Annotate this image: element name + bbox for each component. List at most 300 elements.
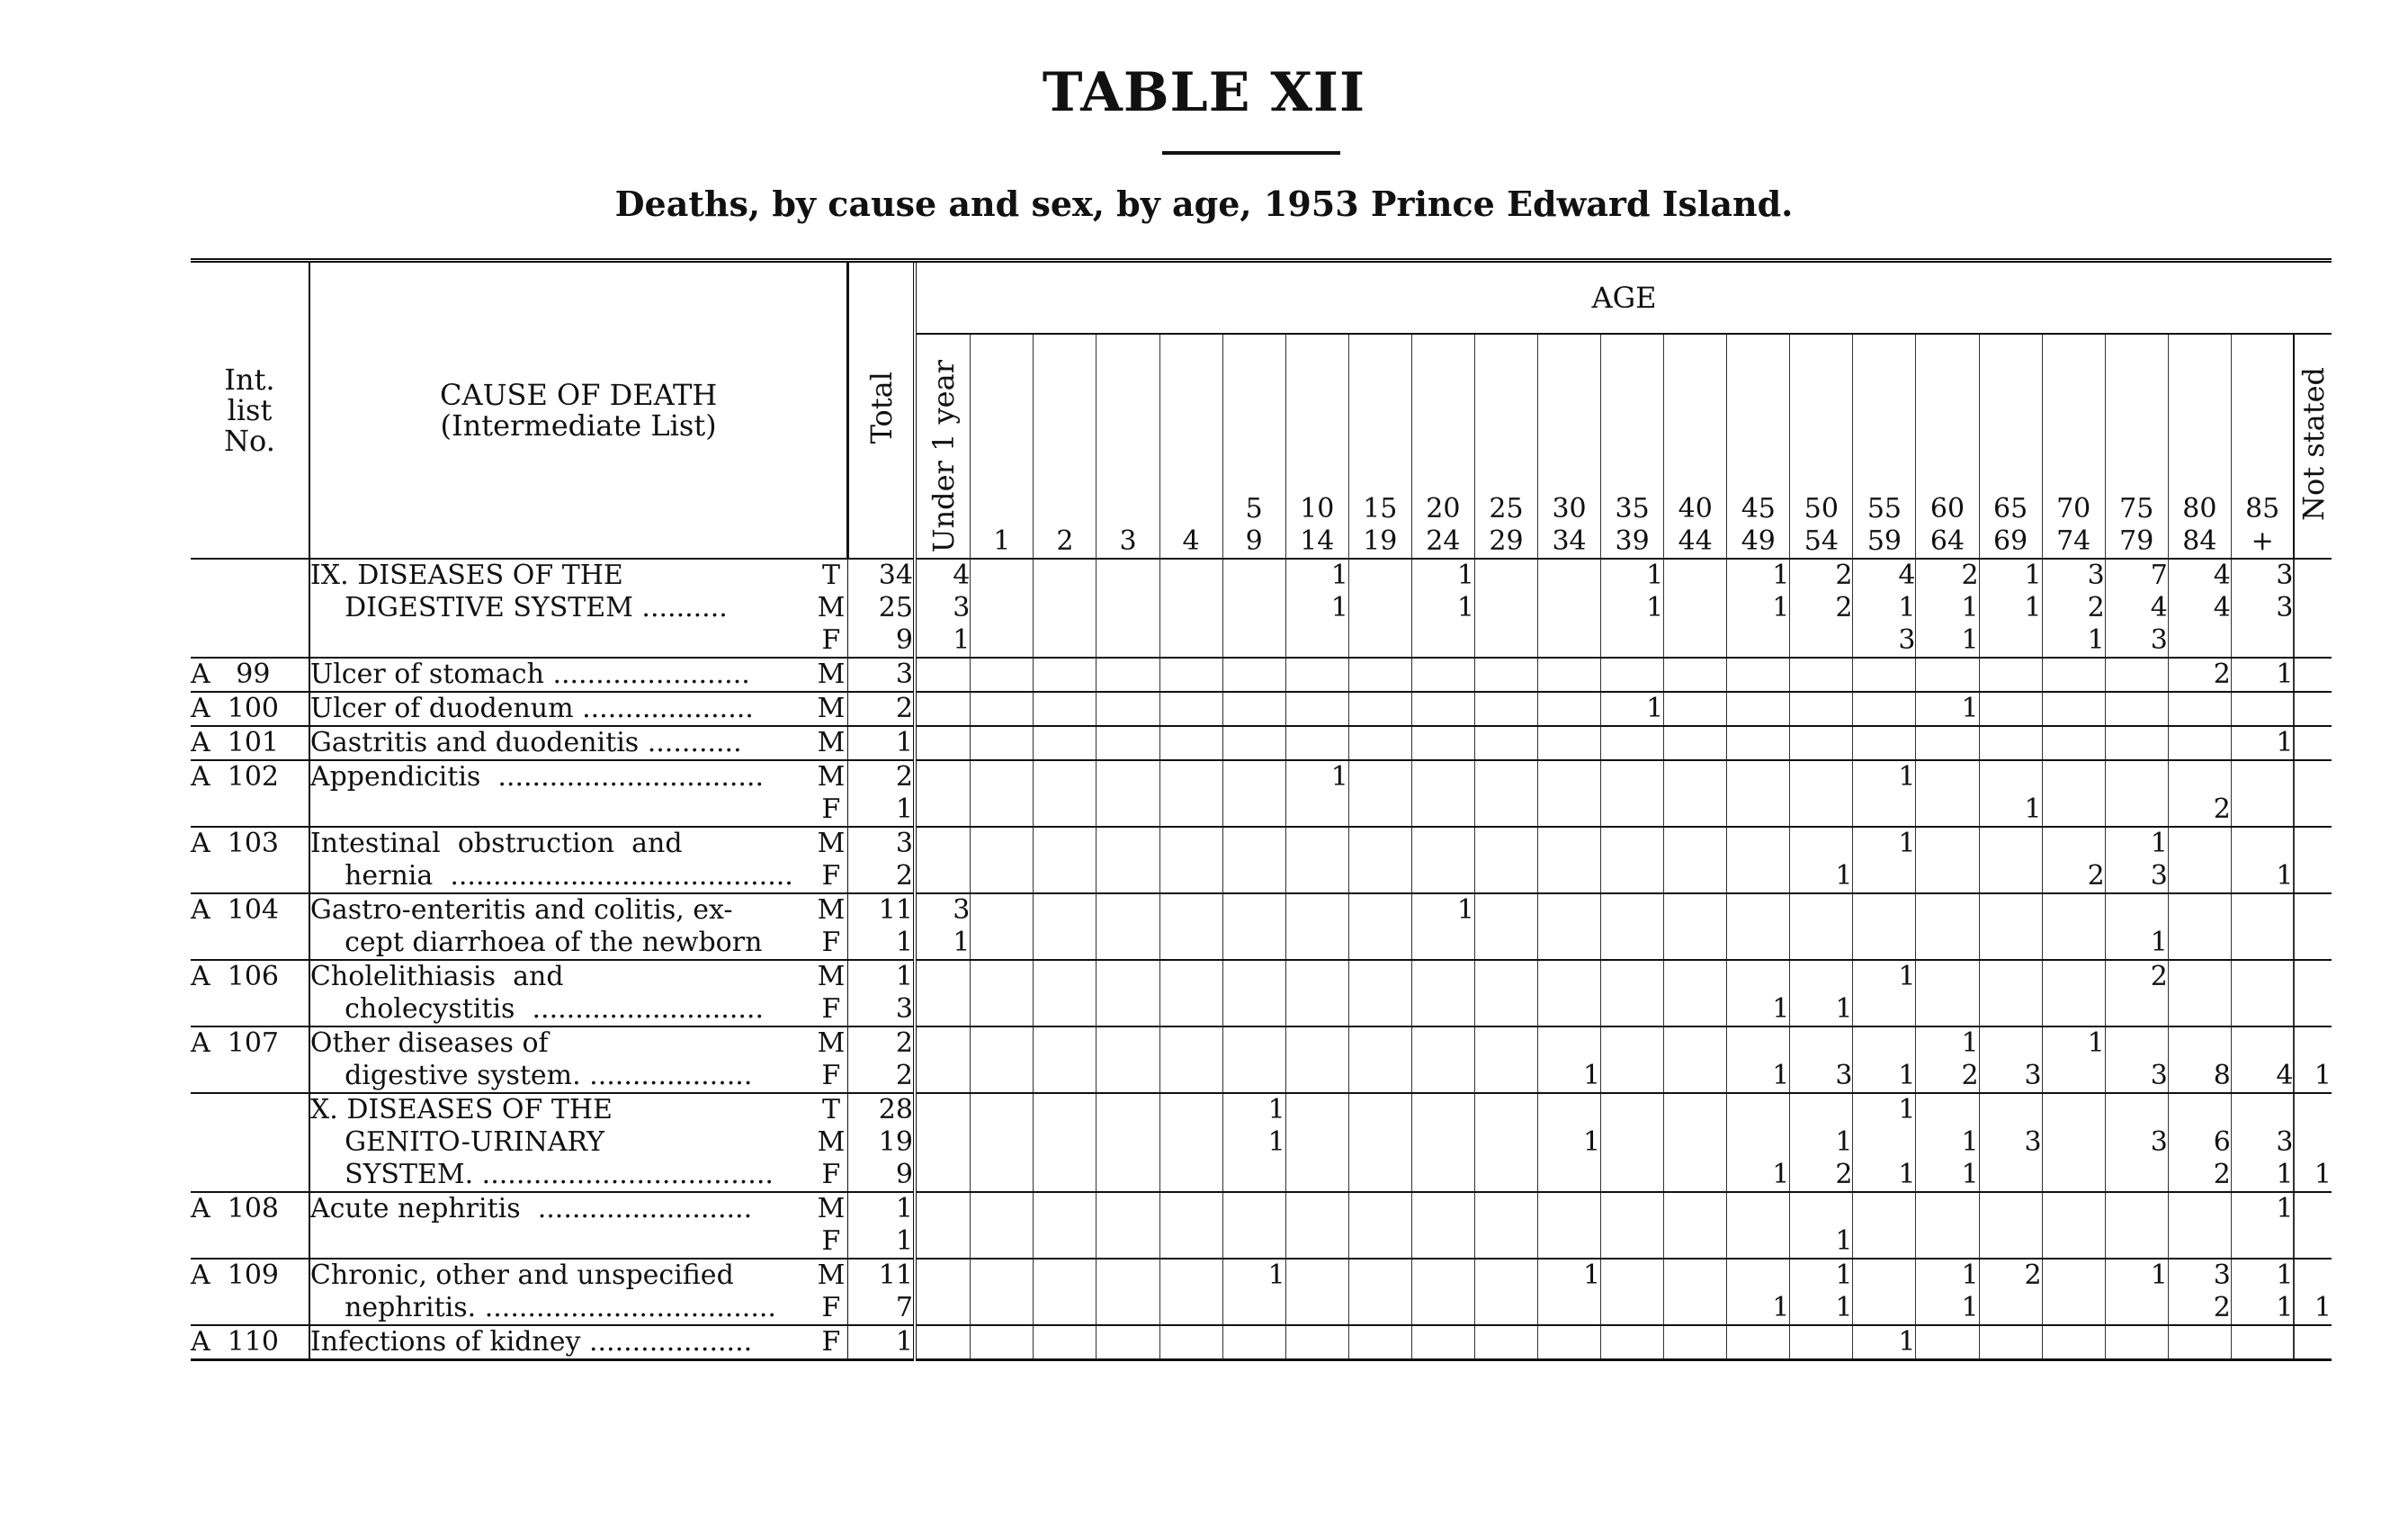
age-value: 1 (1979, 559, 2042, 592)
age-value (1853, 1292, 1916, 1325)
cause-of-death: SYSTEM. .................................. (309, 1159, 815, 1192)
age-value (1790, 960, 1853, 993)
int-list-no: A 100 (191, 692, 309, 726)
age-value: 1 (2231, 1259, 2294, 1292)
age-value: 2 (2105, 960, 2168, 993)
age-value (1538, 893, 1601, 927)
age-value (1538, 1292, 1601, 1325)
age-value (1159, 559, 1222, 592)
sex-code: F (815, 860, 848, 893)
sex-code: M (817, 1027, 846, 1059)
age-value (915, 1126, 971, 1159)
age-value (1979, 1093, 2042, 1126)
age-value (2042, 1192, 2105, 1225)
total-value: 19 (848, 1126, 915, 1159)
age-value (1348, 559, 1411, 592)
age-value: 1 (1790, 993, 1853, 1026)
cause-of-death: Other diseases of (309, 1026, 815, 1060)
age-value (2231, 1026, 2294, 1060)
age-value (1285, 1325, 1348, 1360)
age-value (1034, 1259, 1097, 1292)
age-value (1159, 624, 1222, 658)
age-value (1097, 1192, 1159, 1225)
int-list-no: A 103 (191, 828, 279, 859)
age-value: 1 (1411, 559, 1474, 592)
age-value (2168, 993, 2231, 1026)
age-value (1474, 1060, 1537, 1093)
age-value (1664, 1325, 1727, 1360)
int-list-no: A 101 (191, 726, 309, 760)
age-value (1727, 860, 1790, 893)
age-value (971, 1159, 1034, 1192)
age-value (1348, 592, 1411, 624)
age-value (1474, 960, 1537, 993)
table-row (191, 559, 2332, 592)
age-value: 1 (915, 624, 971, 658)
total-value: 1 (848, 960, 915, 993)
age-value (1601, 1225, 1664, 1259)
age-value: 4 (2105, 592, 2168, 624)
age-group-from: 40 (1678, 493, 1713, 524)
age-value: 1 (1916, 1026, 1979, 1060)
age-value (2105, 793, 2168, 827)
age-value (915, 1192, 971, 1225)
age-value: 1 (2231, 726, 2294, 760)
age-value (1853, 927, 1916, 960)
age-value (971, 860, 1034, 893)
age-value (1979, 1225, 2042, 1259)
age-value (1222, 893, 1285, 927)
age-value (1474, 1026, 1537, 1060)
age-group-to: 34 (1552, 525, 1587, 557)
age-value (1916, 793, 1979, 827)
cause-of-death: Cholelithiasis and (309, 960, 815, 993)
age-value (1474, 1292, 1537, 1325)
age-value (1285, 827, 1348, 860)
age-value (1474, 1159, 1537, 1192)
age-value (1411, 993, 1474, 1026)
age-value (1664, 760, 1727, 793)
table-row (191, 993, 2332, 1026)
age-value: 3 (1979, 1126, 2042, 1159)
title-rule (1162, 151, 1340, 155)
age-value (2042, 1325, 2105, 1360)
age-value (1727, 927, 1790, 960)
age-value (1159, 760, 1222, 793)
age-value (971, 1026, 1034, 1060)
age-group-from: 20 (1426, 493, 1461, 524)
age-value (1159, 692, 1222, 726)
age-value (1034, 1060, 1097, 1093)
not-stated-value: 1 (2294, 1060, 2332, 1093)
age-value (1727, 793, 1790, 827)
age-value (1348, 1192, 1411, 1225)
age-value (1790, 692, 1853, 726)
age-value (2231, 960, 2294, 993)
age-value (1664, 860, 1727, 893)
age-value (1853, 893, 1916, 927)
age-value (1222, 592, 1285, 624)
age-group-to: 39 (1615, 525, 1650, 557)
age-value (1916, 1225, 1979, 1259)
age-value: 1 (1285, 760, 1348, 793)
age-value (1097, 927, 1159, 960)
age-value: 1 (1853, 592, 1916, 624)
not-stated-value (2294, 760, 2332, 793)
age-value (1097, 1026, 1159, 1060)
sex-code: M (815, 658, 848, 692)
int-list-no: A 110 (191, 1325, 309, 1360)
int-list-no (191, 559, 309, 592)
age-value (1034, 1225, 1097, 1259)
age-value (1348, 827, 1411, 860)
age-value (1916, 860, 1979, 893)
age-value (1538, 1192, 1601, 1225)
age-value (1411, 1292, 1474, 1325)
age-value (1664, 1060, 1727, 1093)
age-value (1916, 893, 1979, 927)
age-value (1097, 760, 1159, 793)
age-value (1790, 893, 1853, 927)
age-value: 2 (1790, 1159, 1853, 1192)
age-group-to: 64 (1929, 525, 1965, 557)
age-value (1916, 726, 1979, 760)
age-value (1853, 993, 1916, 1026)
not-stated-value (2294, 692, 2332, 726)
age-value (2042, 827, 2105, 860)
age-value: 6 (2168, 1126, 2231, 1159)
age-value (1664, 893, 1727, 927)
age-value (2168, 1093, 2231, 1126)
age-value (1474, 592, 1537, 624)
age-value (971, 1225, 1034, 1259)
age-value (1285, 1093, 1348, 1126)
int-list-header-line: list (227, 393, 273, 427)
age-value: 1 (1853, 960, 1916, 993)
age-value (1411, 1259, 1474, 1292)
age-value (1790, 1192, 1853, 1225)
age-value: 1 (1916, 624, 1979, 658)
age-value (1222, 860, 1285, 893)
age-value (1348, 793, 1411, 827)
age-value (1097, 726, 1159, 760)
age-value: 1 (1853, 760, 1916, 793)
age-value (1222, 692, 1285, 726)
age-value (971, 1192, 1034, 1225)
age-group-from: 5 (1245, 493, 1263, 524)
age-value: 1 (1601, 692, 1664, 726)
age-value (1727, 1026, 1790, 1060)
age-value (1601, 760, 1664, 793)
age-value (971, 1093, 1034, 1126)
cause-header (309, 261, 848, 560)
age-value (1285, 893, 1348, 927)
age-value (1222, 1225, 1285, 1259)
age-group-to: 9 (1245, 525, 1263, 557)
age-value (1285, 1159, 1348, 1192)
not-stated-value (2294, 960, 2332, 993)
age-value: 1 (1790, 1259, 1853, 1292)
age-value (1474, 1325, 1537, 1360)
table-row (191, 860, 2332, 893)
age-value (1097, 1093, 1159, 1126)
age-value (1979, 624, 2042, 658)
age-value (1034, 927, 1097, 960)
age-value (1538, 624, 1601, 658)
age-value: 1 (1285, 559, 1348, 592)
age-value (1285, 1259, 1348, 1292)
age-value (2105, 1026, 2168, 1060)
age-value (2105, 1093, 2168, 1126)
age-value (1853, 1126, 1916, 1159)
age-value (1916, 960, 1979, 993)
age-group-from: 25 (1489, 493, 1524, 524)
age-value (1979, 960, 2042, 993)
age-group-to: 4 (1182, 525, 1200, 557)
not-stated-value (2294, 726, 2332, 760)
age-value (1790, 827, 1853, 860)
age-value (1664, 1026, 1727, 1060)
cause-of-death: Acute nephritis ......................... (309, 1192, 815, 1225)
age-value (1853, 726, 1916, 760)
age-group-header (1979, 334, 2042, 559)
age-value: 1 (1285, 592, 1348, 624)
age-value (1159, 658, 1222, 692)
age-value (2168, 827, 2231, 860)
age-value: 1 (1916, 1126, 1979, 1159)
age-value (1664, 1093, 1727, 1126)
age-value (1727, 1225, 1790, 1259)
cause-of-death: Infections of kidney ................... (309, 1325, 815, 1360)
total-value: 1 (848, 726, 915, 760)
age-value (1664, 1126, 1727, 1159)
age-value (2105, 760, 2168, 793)
age-value: 2 (2042, 860, 2105, 893)
age-value (2042, 760, 2105, 793)
age-value (1727, 1259, 1790, 1292)
sex-code: F (815, 1159, 848, 1192)
age-value (1538, 1093, 1601, 1126)
age-value (1727, 692, 1790, 726)
age-value: 2 (1916, 1060, 1979, 1093)
age-value (2105, 1292, 2168, 1325)
age-group-from: 60 (1929, 493, 1965, 524)
table-row (191, 592, 2332, 624)
age-value (1411, 960, 1474, 993)
age-value (1916, 1192, 1979, 1225)
total-value: 1 (848, 1192, 915, 1225)
age-value (1538, 658, 1601, 692)
age-value: 1 (1853, 1325, 1916, 1360)
age-value (1034, 1192, 1097, 1225)
age-value (1159, 1060, 1222, 1093)
age-value (2168, 726, 2231, 760)
age-value (1285, 692, 1348, 726)
deaths-table (191, 258, 2332, 1361)
age-group-from: 85 (2245, 493, 2280, 524)
age-value (1538, 960, 1601, 993)
age-group-from: 70 (2056, 493, 2091, 524)
age-value (1601, 860, 1664, 893)
age-value (1474, 993, 1537, 1026)
age-group-to: 59 (1866, 525, 1902, 557)
age-value (1411, 1225, 1474, 1259)
age-value: 3 (2168, 1259, 2231, 1292)
age-group-header (1097, 334, 1159, 559)
total-value: 9 (848, 624, 915, 658)
table-row (191, 624, 2332, 658)
age-group-header (1727, 334, 1790, 559)
under-1-year-label: Under 1 year (926, 359, 961, 552)
age-value (1474, 927, 1537, 960)
age-group-from: 45 (1741, 493, 1776, 524)
age-value (1664, 827, 1727, 860)
age-value (2231, 927, 2294, 960)
age-value (1601, 927, 1664, 960)
age-value (1916, 1093, 1979, 1126)
age-value (1097, 1159, 1159, 1192)
age-value (971, 827, 1034, 860)
age-value (1222, 927, 1285, 960)
age-value (1601, 1259, 1664, 1292)
age-value: 1 (1601, 592, 1664, 624)
age-value (2231, 793, 2294, 827)
age-value (1159, 1126, 1222, 1159)
cause-of-death: hernia ........................................ (309, 860, 815, 893)
age-value (1664, 592, 1727, 624)
age-value (915, 1259, 971, 1292)
age-value (1411, 1060, 1474, 1093)
table-row (191, 793, 2332, 827)
age-value: 1 (1727, 592, 1790, 624)
age-group-header (1411, 334, 1474, 559)
age-value: 4 (2168, 559, 2231, 592)
age-value: 1 (1727, 559, 1790, 592)
age-value (1979, 658, 2042, 692)
age-value (1285, 1292, 1348, 1325)
int-list-no (191, 592, 309, 624)
int-list-no (191, 927, 309, 960)
age-value: 1 (1222, 1093, 1285, 1126)
age-group-from: 80 (2182, 493, 2217, 524)
age-value (1474, 793, 1537, 827)
age-value (971, 1325, 1034, 1360)
age-value: 1 (1727, 1292, 1790, 1325)
age-value: 3 (2105, 1060, 2168, 1093)
age-value (915, 1093, 971, 1126)
age-value (1034, 993, 1097, 1026)
age-value (1034, 793, 1097, 827)
age-value (1474, 726, 1537, 760)
age-value (1474, 1093, 1537, 1126)
age-value (1538, 692, 1601, 726)
age-value (1853, 1225, 1916, 1259)
cause-of-death: Appendicitis ............................... (309, 760, 815, 793)
age-value (1411, 1026, 1474, 1060)
age-value (1474, 827, 1537, 860)
age-value (1664, 624, 1727, 658)
age-value (1159, 1292, 1222, 1325)
age-value (2105, 1192, 2168, 1225)
age-group-to: 3 (1119, 525, 1137, 557)
age-value: 1 (1916, 1159, 1979, 1192)
age-value (1285, 1126, 1348, 1159)
sex-code: F (815, 793, 848, 827)
not-stated-value (2294, 927, 2332, 960)
age-value (2042, 1126, 2105, 1159)
sex-code: M (815, 692, 848, 726)
age-group-from: 35 (1615, 493, 1650, 524)
age-value (1538, 1325, 1601, 1360)
age-value (1097, 624, 1159, 658)
age-value: 1 (2231, 658, 2294, 692)
table-row (191, 658, 2332, 692)
age-value (1097, 1126, 1159, 1159)
age-value (2042, 960, 2105, 993)
age-value (1222, 1292, 1285, 1325)
age-value (915, 1159, 971, 1192)
age-value (1034, 624, 1097, 658)
age-value (1474, 1225, 1537, 1259)
age-group-to: 84 (2182, 525, 2217, 557)
age-value: 3 (1853, 624, 1916, 658)
age-value (1853, 1192, 1916, 1225)
age-group-header (1538, 334, 1601, 559)
age-value (971, 726, 1034, 760)
age-value (1664, 692, 1727, 726)
total-value: 25 (848, 592, 915, 624)
age-value (1853, 1026, 1916, 1060)
age-value (1790, 1325, 1853, 1360)
age-value (2168, 927, 2231, 960)
age-value: 1 (1222, 1126, 1285, 1159)
cause-of-death: cholecystitis ........................... (309, 993, 815, 1026)
not-stated-value: 1 (2294, 1159, 2332, 1192)
age-value (1411, 860, 1474, 893)
age-value (1411, 1126, 1474, 1159)
cause-of-death (309, 624, 815, 658)
age-value (1285, 860, 1348, 893)
age-value (1601, 1060, 1664, 1093)
age-value (971, 927, 1034, 960)
age-value (1034, 1159, 1097, 1192)
age-value (1097, 1325, 1159, 1360)
age-group-from: 10 (1300, 493, 1335, 524)
cause-header-line: CAUSE OF DEATH (439, 378, 718, 412)
age-value (1727, 1093, 1790, 1126)
age-value (971, 559, 1034, 592)
age-value (1664, 658, 1727, 692)
table-row (191, 893, 2332, 927)
age-value (1411, 793, 1474, 827)
age-value (1285, 1225, 1348, 1259)
age-value: 1 (1222, 1259, 1285, 1292)
age-group-to: 2 (1056, 525, 1074, 557)
age-value (1097, 860, 1159, 893)
age-value (2105, 658, 2168, 692)
age-value (1664, 793, 1727, 827)
age-value (2231, 827, 2294, 860)
age-value (2105, 1325, 2168, 1360)
age-value (1474, 624, 1537, 658)
age-value (971, 893, 1034, 927)
age-value (1285, 793, 1348, 827)
age-value (1601, 793, 1664, 827)
age-value: 1 (1790, 1126, 1853, 1159)
age-value (1348, 658, 1411, 692)
age-value (1411, 1325, 1474, 1360)
age-value (1222, 793, 1285, 827)
